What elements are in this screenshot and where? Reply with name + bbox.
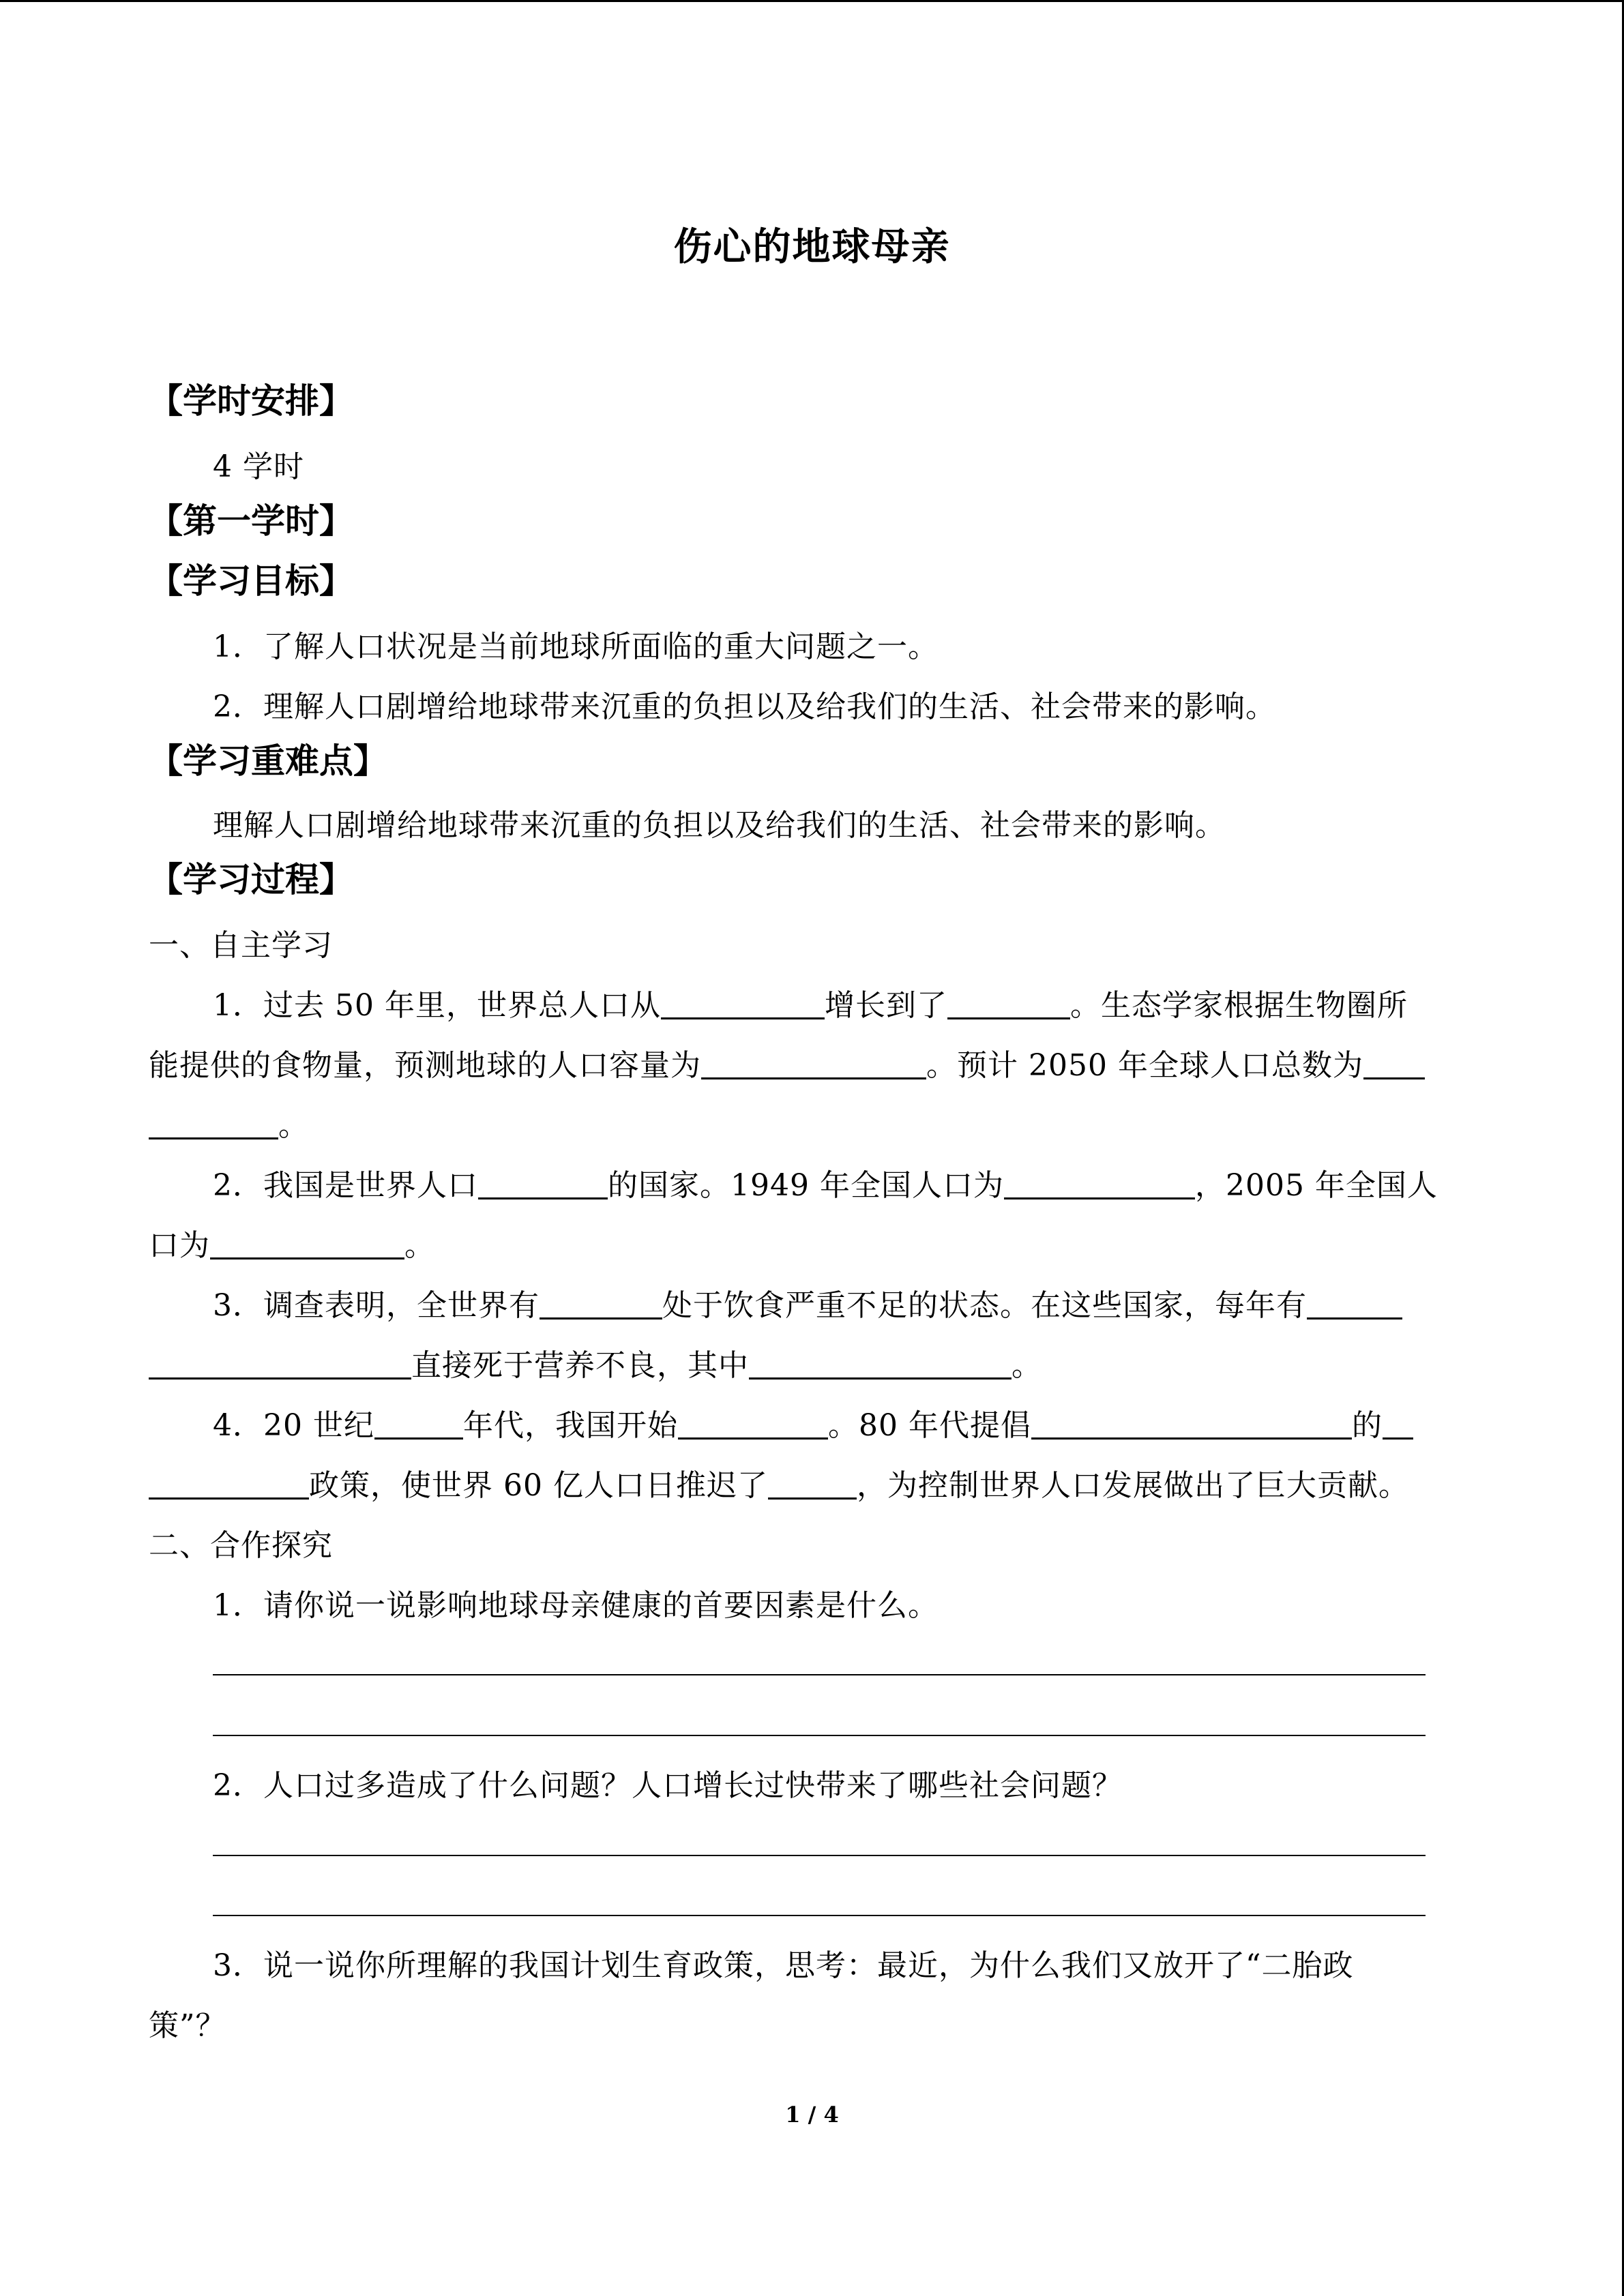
- self-study-q2-line2: [149, 1221, 435, 1264]
- blank-field[interactable]: [1383, 1407, 1413, 1440]
- blank-field[interactable]: [661, 987, 825, 1019]
- objective-2: 2．理解人口剧增给地球带来沉重的负担以及给我们的生活、社会带来的影响。: [213, 689, 1276, 724]
- self-study-q4-line1: [213, 1401, 1413, 1444]
- self-study-q3-line1: [213, 1281, 1402, 1324]
- q4-text-a: 4．20 世纪: [213, 1408, 374, 1443]
- q3-text-d: 。: [1012, 1348, 1042, 1383]
- blank-field[interactable]: [1363, 1047, 1425, 1079]
- objectives-heading: 【学习目标】: [149, 561, 353, 601]
- blank-field[interactable]: [149, 1467, 309, 1500]
- key-points-text: 理解人口剧增给地球带来沉重的负担以及给我们的生活、社会带来的影响。: [213, 808, 1226, 843]
- answer-line[interactable]: [213, 1915, 1426, 1916]
- blank-field[interactable]: [678, 1407, 828, 1440]
- q3-text-b: 处于饮食严重不足的状态。在这些国家，每年有: [662, 1288, 1307, 1323]
- self-study-q4-line2: [149, 1461, 1409, 1504]
- answer-line[interactable]: [213, 1735, 1426, 1736]
- q2-text-d: 口为: [149, 1228, 210, 1263]
- blank-field[interactable]: [149, 1347, 411, 1380]
- q1-text-e: 。预计 2050 年全球人口总数为: [926, 1048, 1363, 1083]
- q2-text-c: ，2005 年全国人: [1194, 1168, 1438, 1203]
- q4-text-e: 政策，使世界 60 亿人口日推迟了: [309, 1468, 768, 1503]
- cooperation-q3-line1: 3．说一说你所理解的我国计划生育政策，思考：最近，为什么我们又放开了“二胎政: [213, 1948, 1354, 1983]
- cooperation-q1: 1．请你说一说影响地球母亲健康的首要因素是什么。: [213, 1588, 939, 1623]
- blank-field[interactable]: [1307, 1287, 1402, 1320]
- q3-text-c: 直接死于营养不良，其中: [411, 1348, 749, 1383]
- objective-1: 1．了解人口状况是当前地球所面临的重大问题之一。: [213, 629, 939, 664]
- q2-text-a: 2．我国是世界人口: [213, 1168, 478, 1203]
- blank-field[interactable]: [768, 1467, 857, 1500]
- q4-text-d: 的: [1351, 1408, 1383, 1443]
- q2-text-b: 的国家。1949 年全国人口为: [608, 1168, 1004, 1203]
- blank-field[interactable]: [749, 1347, 1012, 1380]
- page-title: 伤心的地球母亲: [673, 224, 951, 269]
- q1-text-d: 能提供的食物量，预测地球的人口容量为: [149, 1048, 701, 1083]
- blank-field[interactable]: [149, 1107, 278, 1139]
- first-hour-heading: 【第一学时】: [149, 501, 353, 541]
- self-study-q3-line2: [149, 1341, 1042, 1384]
- blank-field[interactable]: [540, 1287, 662, 1320]
- process-heading: 【学习过程】: [149, 860, 353, 899]
- blank-field[interactable]: [210, 1227, 404, 1259]
- self-study-q1-line1: [213, 981, 1408, 1024]
- blank-field[interactable]: [478, 1167, 608, 1199]
- q2-text-e: 。: [404, 1228, 435, 1263]
- q4-text-b: 年代，我国开始: [462, 1408, 678, 1443]
- blank-field[interactable]: [701, 1047, 926, 1079]
- cooperation-heading: 二、合作探究: [149, 1528, 333, 1563]
- q4-text-f: ，为控制世界人口发展做出了巨大贡献。: [856, 1468, 1409, 1503]
- blank-field[interactable]: [1031, 1407, 1352, 1440]
- q1-text-f: 。: [278, 1108, 309, 1143]
- self-study-heading: 一、自主学习: [149, 928, 333, 963]
- page-number: 1 / 4: [785, 2102, 839, 2128]
- blank-field[interactable]: [374, 1407, 463, 1440]
- cooperation-q3-line2: 策”？: [149, 2008, 226, 2043]
- answer-line[interactable]: [213, 1674, 1426, 1675]
- q1-text-a: 1．过去 50 年里，世界总人口从: [213, 988, 661, 1023]
- self-study-q2-line1: [213, 1161, 1438, 1204]
- q3-text-a: 3．调查表明，全世界有: [213, 1288, 540, 1323]
- schedule-value: 4 学时: [213, 449, 304, 484]
- blank-field[interactable]: [947, 987, 1070, 1019]
- q1-text-b: 增长到了: [824, 988, 947, 1023]
- self-study-q1-line2: [149, 1041, 1425, 1084]
- self-study-q1-line3: [149, 1101, 309, 1144]
- blank-field[interactable]: [1004, 1167, 1195, 1199]
- key-points-heading: 【学习重难点】: [149, 741, 387, 781]
- answer-line[interactable]: [213, 1855, 1426, 1856]
- cooperation-q2: 2．人口过多造成了什么问题？人口增长过快带来了哪些社会问题？: [213, 1768, 1123, 1803]
- q4-text-c: 。80 年代提倡: [827, 1408, 1031, 1443]
- schedule-heading: 【学时安排】: [149, 381, 353, 421]
- q1-text-c: 。生态学家根据生物圈所: [1069, 988, 1408, 1023]
